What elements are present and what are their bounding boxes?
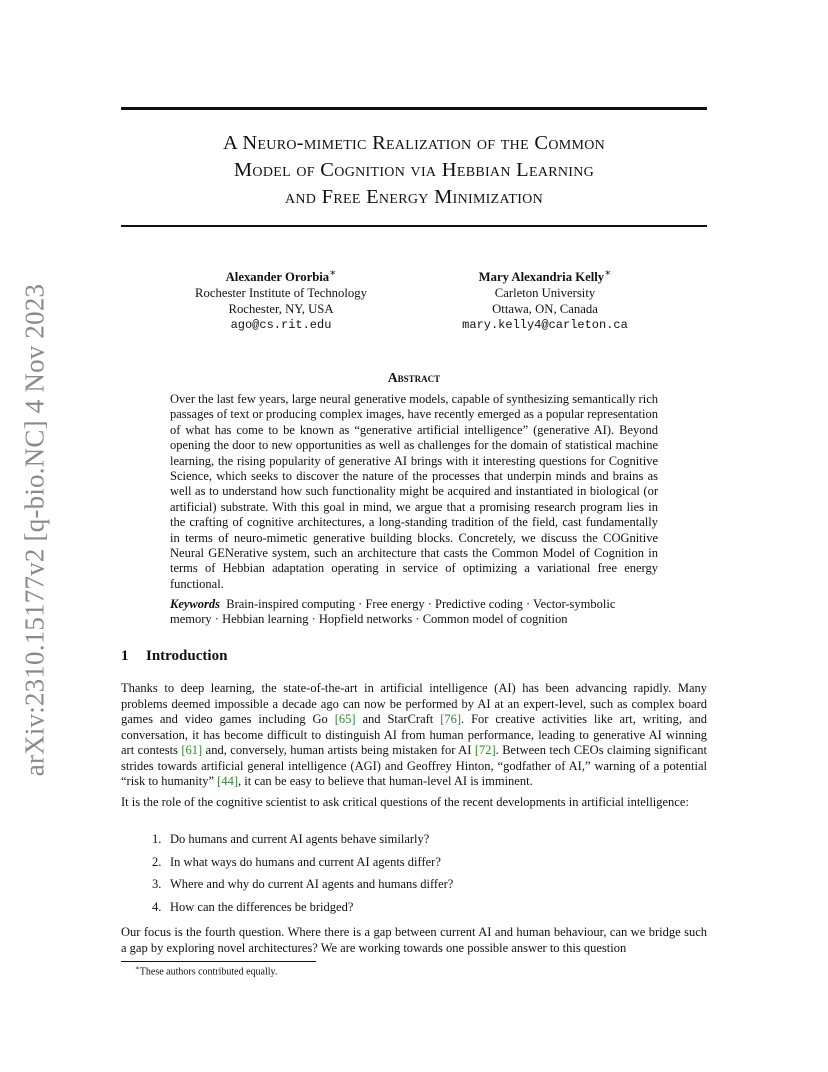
footnote-mark: ∗ xyxy=(135,964,140,972)
paragraph-text: and, conversely, human artists being mistaken for AI xyxy=(202,743,475,757)
title-line: A Neuro-mimetic Realization of the Common xyxy=(222,132,606,154)
paragraph-text: , it can be easy to believe that human-level AI is imminent. xyxy=(238,774,533,788)
question-list xyxy=(152,832,453,922)
title-line: Model of Cognition via Hebbian Learning xyxy=(233,159,595,181)
abstract-heading: Abstract xyxy=(387,370,441,385)
title-rule-bottom xyxy=(121,225,707,227)
citation-link[interactable]: [61] xyxy=(181,743,203,757)
list-item-number: 2. xyxy=(152,854,162,869)
list-item-number: 4. xyxy=(152,899,162,914)
list-item-number: 1. xyxy=(152,832,162,846)
author-affiliation: Carleton University xyxy=(494,286,596,301)
citation-link[interactable]: [76] xyxy=(440,712,462,726)
abstract-body: Over the last few years, large neural generative models, capable of synthesizing semantically rich passages of text or producing complex images, have recently emerged as a popular representation of what has come to be known as “generative artificial intelligence” (generative AI). Beyond opening the door to new opportunities as well as challenges for the domain of statistical machine learning, the rising popularity of generative AI brings with it interesting questions for Cognitive Science, which seeks to discover the nature of the processes that underpin minds and brains as well as to understand how such functionality might be acquired and instantiated in biological (or artificial) substrate. With this goal in mind, we argue that a promising research program lies in the crafting of cognitive architectures, a long-standing tradition of the field, cast fundamentally in terms of neuro-mimetic generative building blocks. Concretely, we discuss the COGnitive Neural GENerative system, such an architecture that casts the Common Model of Cognition in terms of Hebbian adaptation operating in service of optimizing a variational free energy functional. xyxy=(170,392,658,591)
author-email[interactable]: ago@cs.rit.edu xyxy=(230,318,332,333)
keywords-text: Brain-inspired computing · Free energy · Predictive coding · Vector-symbolic memory · Hebbian learning · Hopfield networks · Common model of cognition xyxy=(170,597,616,627)
author-block xyxy=(440,266,650,333)
list-item xyxy=(152,832,453,848)
intro-paragraph-3: Our focus is the fourth question. Where there is a gap between current AI and human behaviour, can we bridge such a gap by exploring novel architectures? We are working towards one possible answer to this question xyxy=(121,925,707,955)
author-email[interactable]: mary.kelly4@carleton.ca xyxy=(462,318,628,333)
section-heading xyxy=(121,648,227,665)
citation-link[interactable]: [44] xyxy=(217,774,238,788)
list-item xyxy=(152,877,453,893)
list-item xyxy=(152,900,453,916)
paragraph-text: Thanks to deep learning, the state-of-the-art in artificial intelligence (AI) has been advancing rapidly. Many problems deemed impossible a decade ago can now be performed by AI at an expert-level, such as complex board games and video games including Go xyxy=(121,681,707,726)
author-location: Ottawa, ON, Canada xyxy=(492,302,598,317)
author-name: Mary Alexandria Kelly xyxy=(478,270,605,285)
list-item-text: How can the differences be bridged? xyxy=(170,899,354,914)
author-location: Rochester, NY, USA xyxy=(228,302,334,317)
intro-paragraph-2: It is the role of the cognitive scientist to ask critical questions of the recent developments in artificial intelligence: xyxy=(121,795,689,809)
title-rule-top xyxy=(121,107,707,110)
footnote xyxy=(135,964,277,977)
author-name: Alexander Ororbia xyxy=(225,270,330,285)
author-affiliation: Rochester Institute of Technology xyxy=(195,286,367,301)
citation-link[interactable]: [65] xyxy=(334,712,356,726)
author-mark: ∗ xyxy=(604,268,612,279)
list-item-text: Where and why do current AI agents and humans differ? xyxy=(170,877,454,891)
paper-title xyxy=(121,130,707,211)
footnote-rule xyxy=(121,961,316,962)
intro-paragraph-1 xyxy=(121,681,707,790)
footnote-text: These authors contributed equally. xyxy=(139,966,278,978)
keywords-label: Keywords xyxy=(170,597,220,611)
section-title: Introduction xyxy=(146,648,228,664)
section-number: 1 xyxy=(121,648,129,664)
list-item xyxy=(152,855,453,871)
title-line: and Free Energy Minimization xyxy=(284,186,543,208)
author-block xyxy=(176,266,386,333)
list-item-number: 3. xyxy=(152,877,162,891)
citation-link[interactable]: [72] xyxy=(474,743,496,757)
arxiv-identifier[interactable]: arXiv:2310.15177v2 [q-bio.NC] 4 Nov 2023 xyxy=(19,283,50,777)
paragraph-text: and StarCraft xyxy=(355,712,441,726)
arxiv-side-stamp xyxy=(0,270,70,790)
keywords xyxy=(170,597,660,628)
list-item-text: In what ways do humans and current AI agents differ? xyxy=(170,854,441,869)
author-mark: ∗ xyxy=(329,268,337,279)
paragraph-text: . Between tech CEOs claiming significant strides towards artificial general intelligence (AGI) and Geoffrey Hinton, “godfather of AI,” warning of a potential “risk to humanity” xyxy=(121,743,707,788)
paragraph-text: . For creative activities like art, writing, and conversation, it has become difficult to distinguish AI from human performance, leading to generative AI winning art contests xyxy=(121,712,707,757)
list-item-text: Do humans and current AI agents behave similarly? xyxy=(170,832,430,846)
